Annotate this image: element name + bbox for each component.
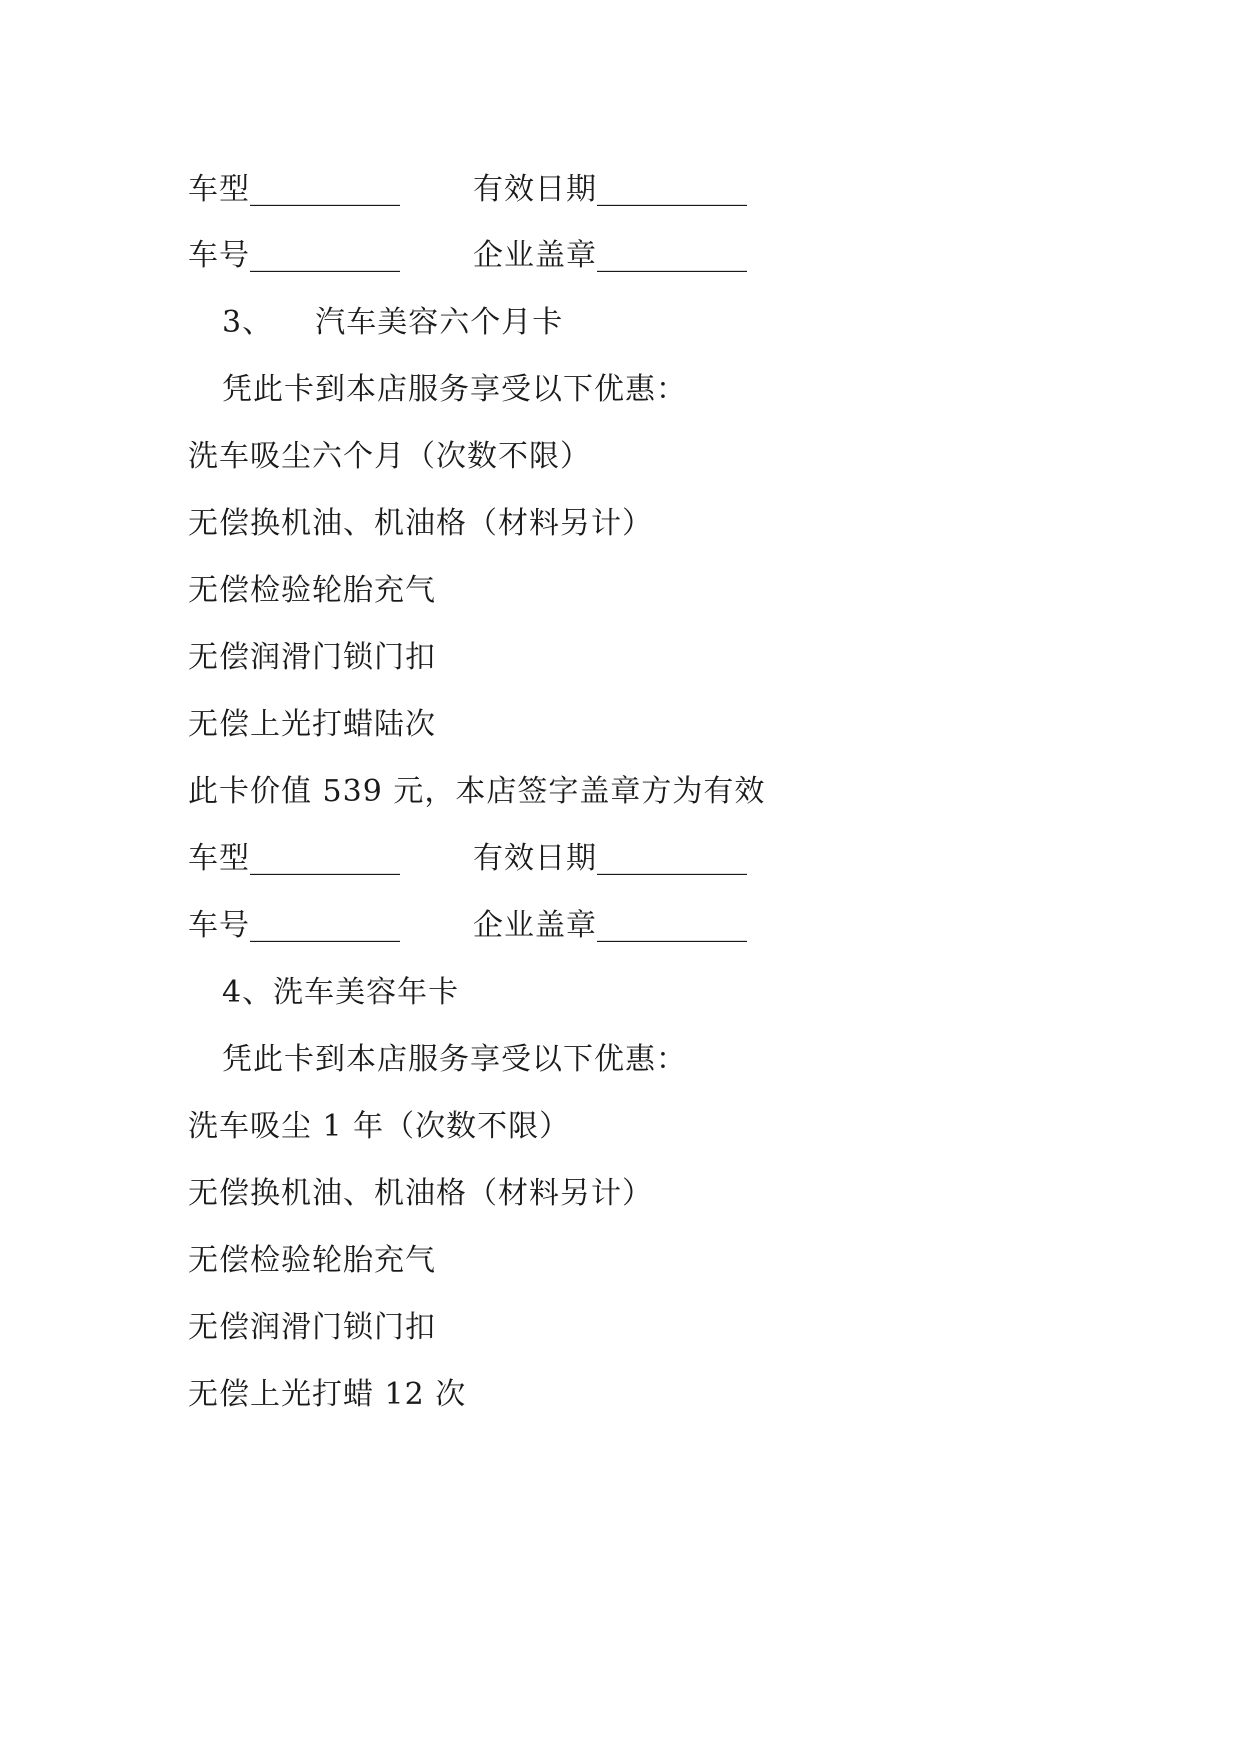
list-item: 无偿检验轮胎充气 xyxy=(188,573,436,608)
list-item: 无偿换机油、机油格（材料另计） xyxy=(188,1176,653,1211)
company-seal-blank: __________ xyxy=(597,908,747,943)
card-value-note: 此卡价值 539 元，本店签字盖章方为有效 xyxy=(188,774,766,809)
list-item: 无偿上光打蜡 12 次 xyxy=(188,1377,467,1412)
valid-date-blank: __________ xyxy=(597,172,747,207)
list-item: 无偿润滑门锁门扣 xyxy=(188,1310,436,1345)
plate-number-blank: __________ xyxy=(250,908,400,943)
car-model-blank: __________ xyxy=(250,841,400,876)
section-heading-six-month-card: 3、 汽车美容六个月卡 xyxy=(222,305,564,340)
list-item: 无偿上光打蜡陆次 xyxy=(188,707,436,742)
form-row-plate-seal xyxy=(188,236,747,276)
list-item: 无偿换机油、机油格（材料另计） xyxy=(188,506,653,541)
car-model-label: 车型 xyxy=(188,841,250,876)
plate-number-label: 车号 xyxy=(188,238,250,273)
form-row-plate-seal xyxy=(188,906,747,946)
form-row-car-model-valid-date xyxy=(188,170,747,210)
plate-number-blank: __________ xyxy=(250,238,400,273)
list-item: 洗车吸尘六个月（次数不限） xyxy=(188,439,591,474)
section-intro: 凭此卡到本店服务享受以下优惠： xyxy=(222,372,687,407)
form-row-car-model-valid-date xyxy=(188,839,747,879)
company-seal-blank: __________ xyxy=(597,238,747,273)
valid-date-label: 有效日期 xyxy=(473,841,597,876)
section-heading-annual-card: 4、洗车美容年卡 xyxy=(222,975,460,1010)
list-item: 无偿润滑门锁门扣 xyxy=(188,640,436,675)
section-intro: 凭此卡到本店服务享受以下优惠： xyxy=(222,1042,687,1077)
list-item: 无偿检验轮胎充气 xyxy=(188,1243,436,1278)
car-model-label: 车型 xyxy=(188,172,250,207)
car-model-blank: __________ xyxy=(250,172,400,207)
valid-date-label: 有效日期 xyxy=(473,172,597,207)
company-seal-label: 企业盖章 xyxy=(473,908,597,943)
plate-number-label: 车号 xyxy=(188,908,250,943)
valid-date-blank: __________ xyxy=(597,841,747,876)
company-seal-label: 企业盖章 xyxy=(473,238,597,273)
list-item: 洗车吸尘 1 年（次数不限） xyxy=(188,1109,571,1144)
